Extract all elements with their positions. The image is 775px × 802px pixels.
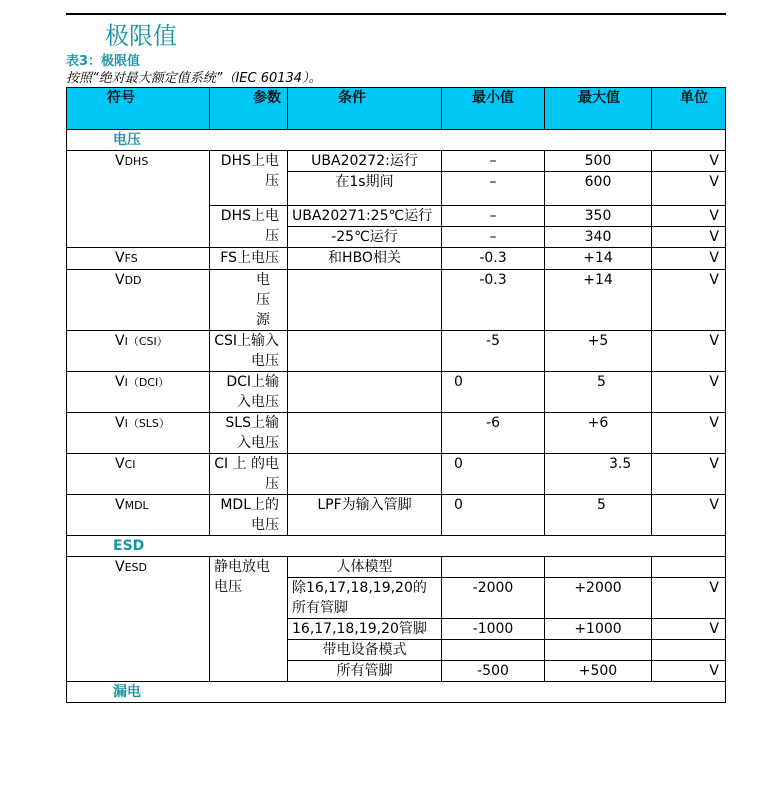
header-condition: 条件 <box>288 88 442 130</box>
table-row <box>67 454 726 495</box>
max-cell: +5 <box>545 331 652 372</box>
max-cell: 500 <box>545 151 652 172</box>
param-cell: FS上电压 <box>210 248 288 270</box>
condition-cell <box>288 413 442 454</box>
min-cell: 0 <box>442 372 545 413</box>
header-symbol: 符号 <box>67 88 210 130</box>
max-cell: 5 <box>545 495 652 536</box>
max-cell: 3.5 <box>545 454 652 495</box>
unit-cell: V <box>652 661 726 682</box>
table-row <box>67 557 726 578</box>
min-cell <box>442 557 545 578</box>
table-row <box>67 495 726 536</box>
condition-cell: -25℃运行 <box>288 227 442 248</box>
condition-cell: 和HBO相关 <box>288 248 442 270</box>
condition-cell: 16,17,18,19,20管脚 <box>288 619 442 640</box>
header-unit: 单位 <box>652 88 726 130</box>
condition-cell: 人体模型 <box>288 557 442 578</box>
unit-cell: V <box>652 172 726 206</box>
condition-cell <box>288 372 442 413</box>
table-note: 按照“绝对最大额定值系统”（IEC 60134）。 <box>66 71 322 86</box>
section-voltage: 电压 <box>67 130 726 151</box>
section-row <box>67 536 726 557</box>
unit-cell: V <box>652 227 726 248</box>
param-cell: SLS上输入电压 <box>210 413 288 454</box>
page-title: 极限值 <box>105 22 177 50</box>
header-rule <box>66 13 726 15</box>
unit-cell: V <box>652 270 726 331</box>
min-cell: -500 <box>442 661 545 682</box>
unit-cell: V <box>652 372 726 413</box>
condition-cell: 带电设备模式 <box>288 640 442 661</box>
unit-cell <box>652 640 726 661</box>
param-cell: DHS上电压 <box>210 206 288 248</box>
min-cell: 0 <box>442 454 545 495</box>
unit-cell: V <box>652 206 726 227</box>
param-cell: CI 上 的电压 <box>210 454 288 495</box>
max-cell <box>545 640 652 661</box>
condition-cell: 所有管脚 <box>288 661 442 682</box>
unit-cell: V <box>652 578 726 619</box>
param-cell: 静电放电电压 <box>210 557 288 682</box>
table-caption: 表3：极限值 <box>66 54 141 69</box>
unit-cell: V <box>652 619 726 640</box>
condition-cell <box>288 331 442 372</box>
min-cell: – <box>442 206 545 227</box>
unit-cell: V <box>652 413 726 454</box>
max-cell: +14 <box>545 270 652 331</box>
max-cell: 350 <box>545 206 652 227</box>
table-row <box>67 331 726 372</box>
symbol-cell: VESD <box>67 557 210 682</box>
condition-cell: UBA20271:25℃运行 <box>288 206 442 227</box>
max-cell: 5 <box>545 372 652 413</box>
max-cell: +1000 <box>545 619 652 640</box>
section-row <box>67 130 726 151</box>
symbol-cell: VDD <box>67 270 210 331</box>
min-cell: – <box>442 227 545 248</box>
symbol-cell: VCI <box>67 454 210 495</box>
unit-cell <box>652 557 726 578</box>
param-cell: DHS上电压 <box>210 151 288 206</box>
symbol-cell: VFS <box>67 248 210 270</box>
max-cell: 340 <box>545 227 652 248</box>
condition-cell: 除16,17,18,19,20的所有管脚 <box>288 578 442 619</box>
unit-cell: V <box>652 495 726 536</box>
table-row <box>67 248 726 270</box>
max-cell: +500 <box>545 661 652 682</box>
table-row <box>67 151 726 172</box>
table-header-row <box>67 88 726 130</box>
table-row <box>67 413 726 454</box>
min-cell: -0.3 <box>442 248 545 270</box>
unit-cell: V <box>652 454 726 495</box>
param-cell: 电压源 <box>210 270 288 331</box>
symbol-cell: VI（CSI） <box>67 331 210 372</box>
header-param: 参数 <box>210 88 288 130</box>
symbol-cell: VI（DCI） <box>67 372 210 413</box>
param-cell: CSI上输入电压 <box>210 331 288 372</box>
min-cell: – <box>442 172 545 206</box>
min-cell: -2000 <box>442 578 545 619</box>
header-max: 最大值 <box>545 88 652 130</box>
max-cell <box>545 557 652 578</box>
min-cell: – <box>442 151 545 172</box>
max-cell: 600 <box>545 172 652 206</box>
unit-cell: V <box>652 248 726 270</box>
min-cell: 0 <box>442 495 545 536</box>
condition-cell <box>288 270 442 331</box>
unit-cell: V <box>652 331 726 372</box>
min-cell: -1000 <box>442 619 545 640</box>
max-cell: +2000 <box>545 578 652 619</box>
condition-cell: LPF为输入管脚 <box>288 495 442 536</box>
min-cell: -5 <box>442 331 545 372</box>
condition-cell: UBA20272:运行 <box>288 151 442 172</box>
param-cell: MDL上的电压 <box>210 495 288 536</box>
table-row <box>67 270 726 331</box>
max-cell: +6 <box>545 413 652 454</box>
param-cell: DCI上输入电压 <box>210 372 288 413</box>
symbol-cell: VMDL <box>67 495 210 536</box>
max-cell: +14 <box>545 248 652 270</box>
symbol-cell: VI（SLS） <box>67 413 210 454</box>
condition-cell <box>288 454 442 495</box>
min-cell: -0.3 <box>442 270 545 331</box>
condition-cell: 在1s期间 <box>288 172 442 206</box>
min-cell: -6 <box>442 413 545 454</box>
section-leakage: 漏电 <box>67 682 726 703</box>
table-row <box>67 372 726 413</box>
symbol-cell: VDHS <box>67 151 210 248</box>
min-cell <box>442 640 545 661</box>
header-min: 最小值 <box>442 88 545 130</box>
section-row <box>67 682 726 703</box>
section-esd: ESD <box>67 536 726 557</box>
unit-cell: V <box>652 151 726 172</box>
limits-table <box>66 87 726 703</box>
